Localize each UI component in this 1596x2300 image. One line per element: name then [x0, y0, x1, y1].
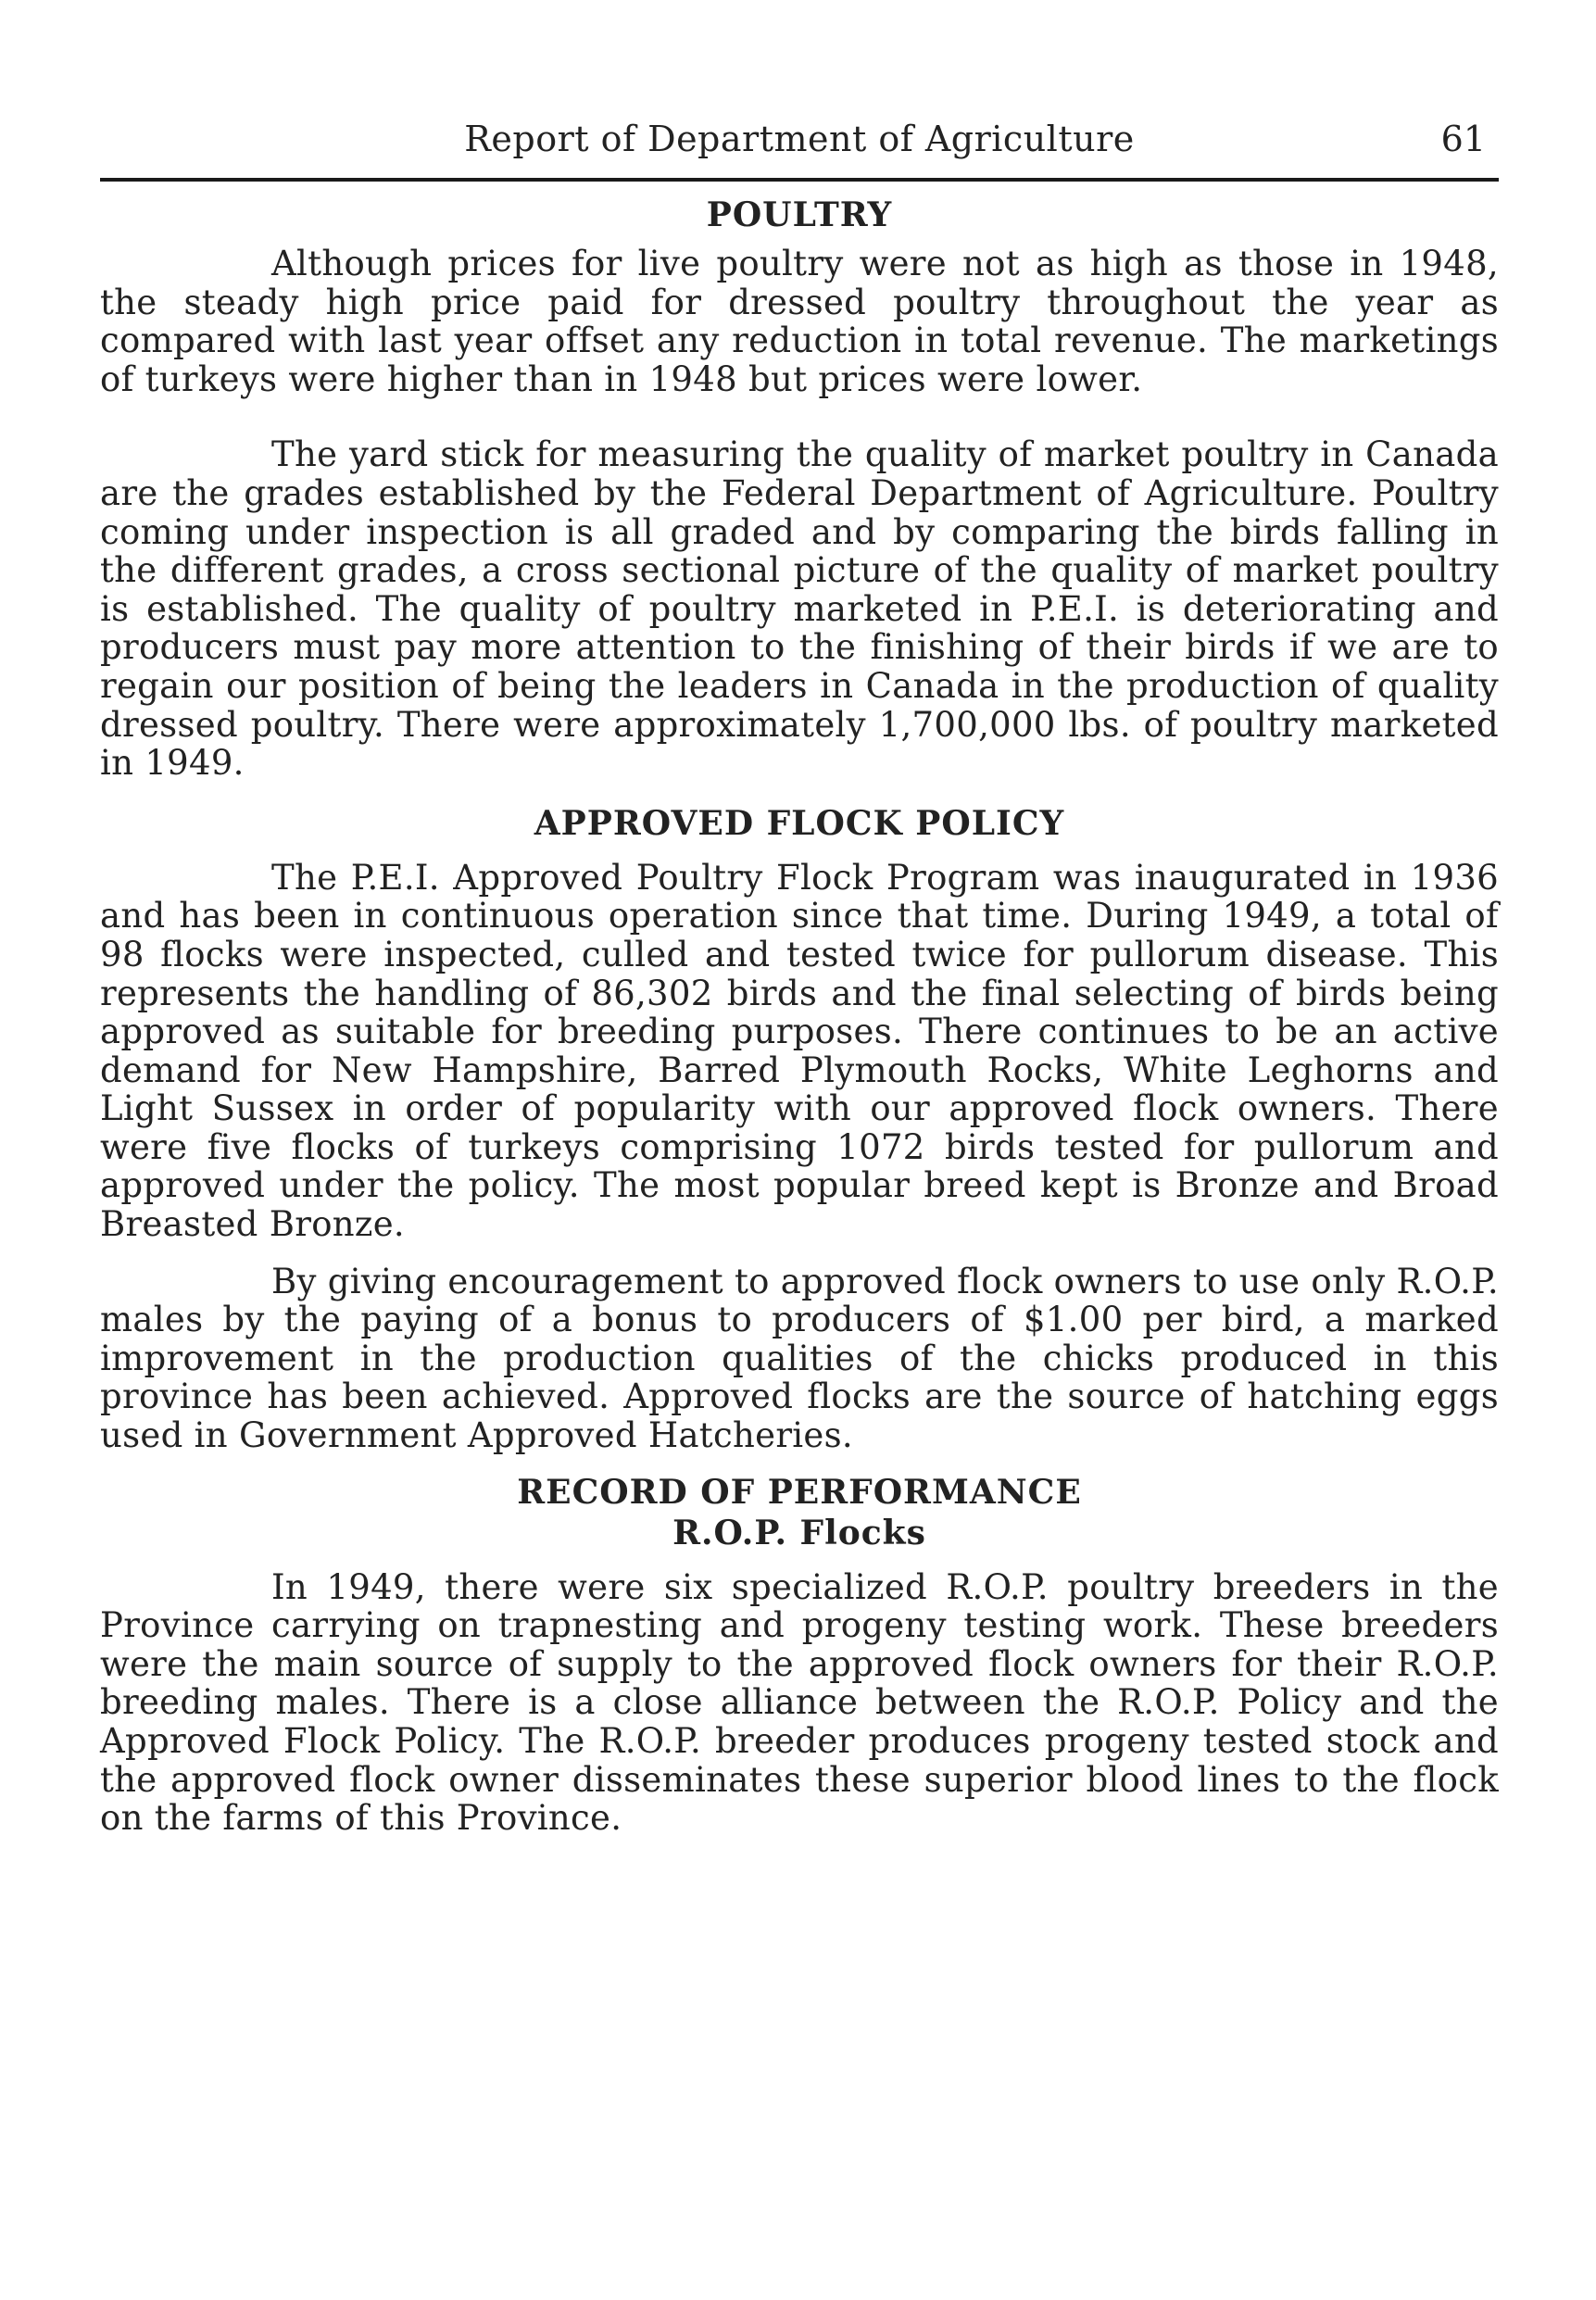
running-title: Report of Department of Agriculture [464, 119, 1135, 159]
paragraph-poultry-prices: Although prices for live poultry were not as high as those in 1948, the steady high price paid for dressed poultry throughout the year as compared with last year offset any reduction in total revenue. The marketings of turkeys were higher than in 1948 but prices were lower. [100, 244, 1499, 399]
page-number: 61 [1440, 119, 1486, 159]
section-heading-poultry: POULTRY [706, 195, 893, 234]
paragraph-flock-bonus: By giving encouragement to approved flock owners to use only R.O.P. males by the paying of a bonus to producers of $1.00 per bird, a marked improvement in the production qualities of the chicks produced in this province has been achieved. Approved flocks are the source of hatching eggs used in Government Approved Hatcheries. [100, 1261, 1499, 1456]
paragraph-rop-breeders: In 1949, there were six specialized R.O.P. poultry breeders in the Province carrying on trapnesting and progeny testing work. These breeders were the main source of supply to the approved flock owners for their R.O.P. breeding males. There is a close alliance between the R.O.P. Policy and the Approved Flock Policy. The R.O.P. breeder produces progeny tested stock and the approved flock owner disseminates these superior blood lines to the flock on the farms of this Province. [100, 1566, 1499, 1839]
running-header [100, 111, 1499, 182]
section-heading-record-of-performance: RECORD OF PERFORMANCE [517, 1472, 1082, 1512]
section-subheading-rop-flocks: R.O.P. Flocks [672, 1513, 926, 1552]
section-heading-approved-flock-policy: APPROVED FLOCK POLICY [534, 803, 1065, 843]
report-page [100, 111, 1499, 1838]
paragraph-poultry-quality: The yard stick for measuring the quality of market poultry in Canada are the grades established by the Federal Department of Agriculture. Poultry coming under inspection is all graded and by comparing the birds falling in the different grades, a cross sectional picture of the quality of market poultry is established. The quality of poultry marketed in P.E.I. is deteriorating and producers must pay more attention to the finishing of their birds if we are to regain our position of being the leaders in Canada in the production of quality dressed poultry. There were approximately 1,700,000 lbs. of poultry marketed in 1949. [100, 434, 1499, 784]
paragraph-flock-program: The P.E.I. Approved Poultry Flock Program was inaugurated in 1936 and has been in continuous operation since that time. During 1949, a total of 98 flocks were inspected, culled and tested twice for pullorum disease. This represents the handling of 86,302 birds and the final selecting of birds being approved as suitable for breeding purposes. There continues to be an active demand for New Hampshire, Barred Plymouth Rocks, White Leghorns and Light Sussex in order of popularity with our approved flock owners. There were five flocks of turkeys comprising 1072 birds tested for pullorum and approved under the policy. The most popular breed kept is Bronze and Broad Breasted Bronze. [100, 857, 1499, 1245]
